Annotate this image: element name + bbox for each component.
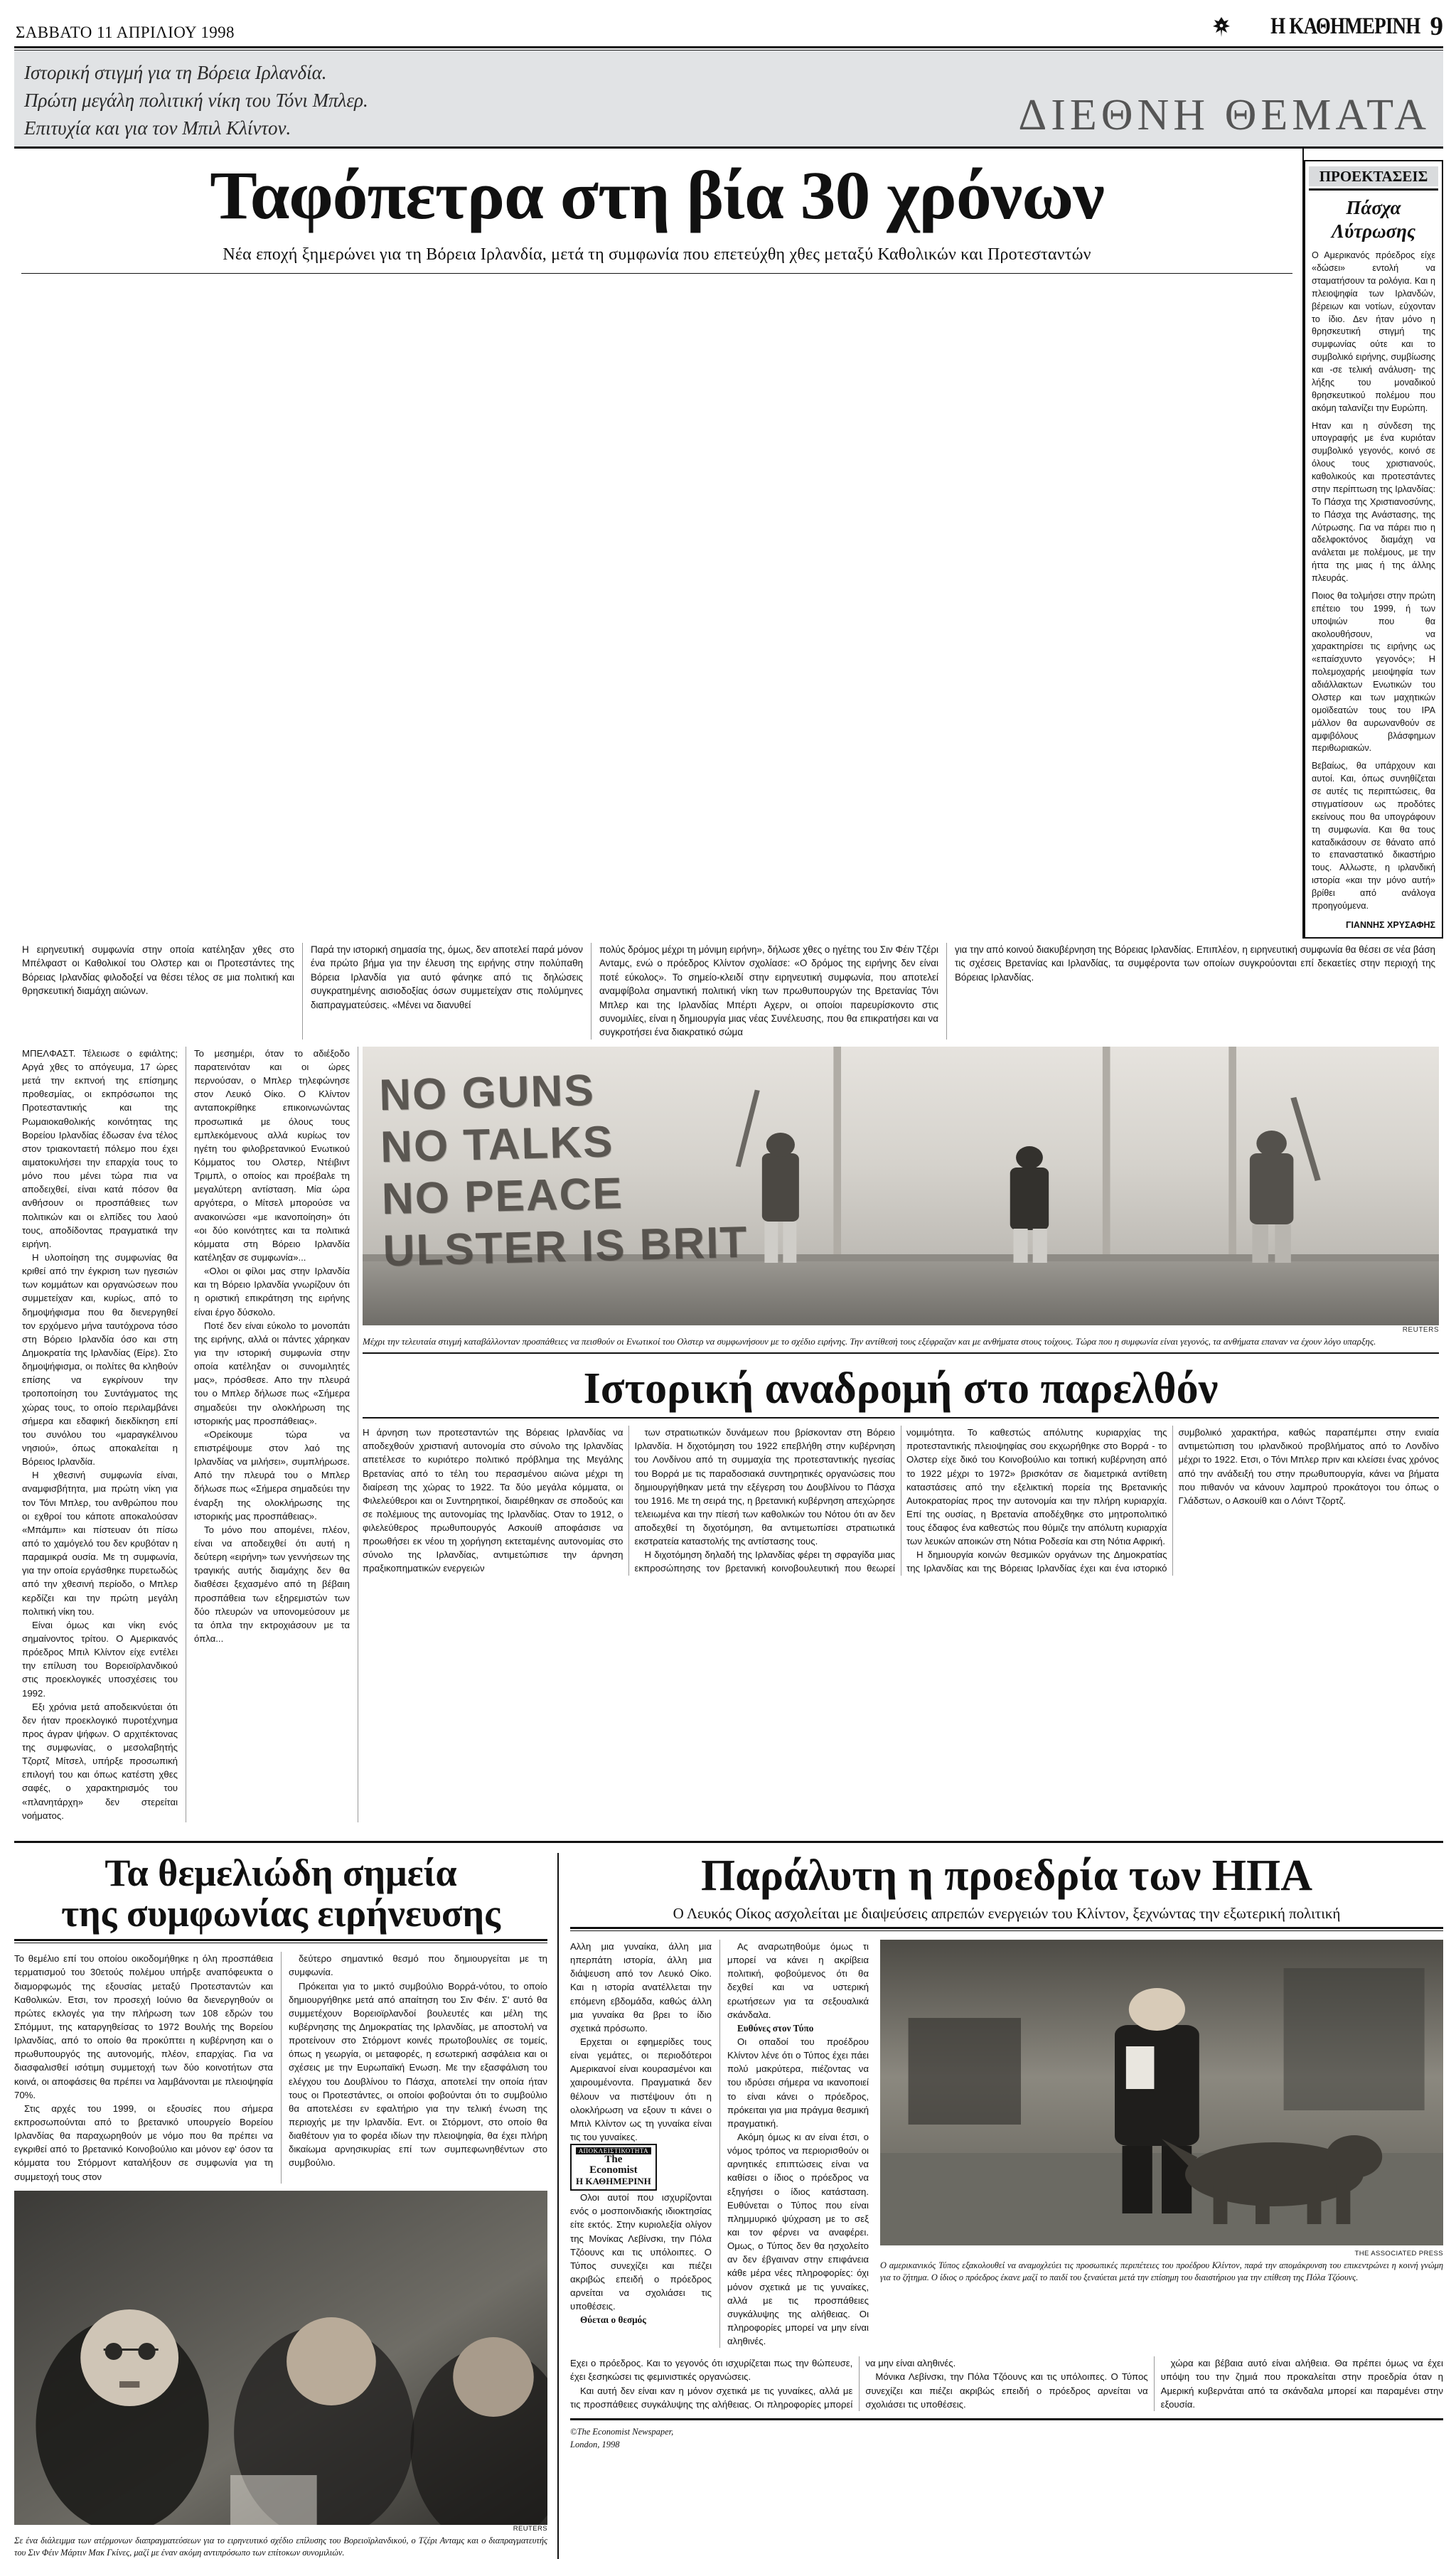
bottom-right-paragraph: Ας αναρωτηθούμε όμως τι μπορεί να κάνει η ακρίβεια πολιτική, φοβούμενος ότι θα δεχθεί και να υστερική ερωτήσεων για τα σεξουαλικά σκάνδαλα. (727, 1941, 869, 2020)
bottom-right-text-block (570, 1940, 869, 2348)
bottom-left-rule (14, 1939, 547, 1943)
rail-title (1312, 196, 1435, 242)
bottom-right-paragraph: Ερχεται οι εφημερίδες τους είναι γεμάτες, οι περιοδότεροι Αμερικανοί είναι κουρασμένοι και χαιρουμένοντα. Πραγματικά δεν θέλουν να πιστέψουν ότι η ολοκλήρωση να εξουν τι κάνει ο Μπιλ Κλίντον ως τη γυναίκα είναι τις του γυναίκες. (570, 2036, 712, 2142)
graffiti-line: NO PEACE (381, 1169, 624, 1224)
page-title: Ταφόπετρα στη βία 30 χρόνων (210, 157, 1104, 234)
graffiti-line: ULSTER IS BRIT (382, 1218, 749, 1276)
rail-byline: ΓΙΑΝΝΗΣ ΧΡΥΣΑΦΗΣ (1345, 919, 1435, 930)
bottom-right-minihead-1: Θύεται ο θεσμός (580, 2314, 646, 2326)
issue-date: ΣΑΒΒΑΤΟ 11 ΑΠΡΙΛΙΟΥ 1998 (16, 23, 235, 41)
section-title: ΔΙΕΘΝΗ ΘΕΜΑΤΑ (1018, 91, 1430, 140)
history-paragraph: Η άρνηση των προτεσταντών της Βόρειας Ιρλανδίας να αποδεχθούν χριστιανή αυτονομία στο σύνολο της Ιρλανδίας απετέλεσε το κυριότερο πολιτικό πρόβλημα της Μεγάλης Βρετανίας από το τέλη του περασμένου αιώνα μέχρι τη διαίρεση της χώρας το 1922. Τα δύο μεγάλα κόμματα, οι Φιλελεύθεροι και οι Συντηρητικοί, διαιρέθηκαν σε σποδούς και σε πολέμιους της αυτονομίας της Ιρλανδίας. Οταν το 1912, ο φιλελεύθερος πρωθυπουργός Ασκουίθ αποφάσισε να προωθήσει εκ νέου τη χορήγηση εκτεταμένης αυτονομίας στο σύνολο της Ιρλανδίας, αντιμετώπισε την άρνηση πραξικοπηματικών ενεργειών (363, 1427, 623, 1574)
kicker-lines (24, 59, 368, 142)
body-col-2 (186, 1047, 358, 1822)
lead-col (592, 943, 947, 1040)
bottom-left-headline-line-2: της συμφωνίας ειρήνευσης (61, 1891, 500, 1935)
body-paragraph: Ποτέ δεν είναι εύκολο το μονοπάτι της ειρήνης, αλλά οι πάντες χάρηκαν για την ιστορική συμφωνία στην οποία κατέληξαν οι συνομιλητές μας», πρόσθεσε. Απο την πλευρά του ο Μπλερ δήλωσε πως «Σήμερα σημαδεύει την ολοκλήρωση της ιστορικής μας προσπάθειας». (194, 1320, 350, 1426)
lead-paragraph: Η ειρηνευτική συμφωνία στην οποία κατέληξαν χθες στο Μπέλφαστ οι Καθολικοί του Ολστερ και οι Προτεστάντες της Βόρειας Ιρλανδίας φιλοδοξεί να θέσει τέλος σε μια πολιτική και θρησκευτική διαμάχη αιώνων. (22, 944, 294, 997)
history-paragraph: Η δημιουργία κοινών θεσμικών οργάνων της Δημοκρατίας της Ιρλανδίας και της Βόρειας Ιρλανδίας έχει και ένα ιστορικό συμβολικό χαρακτήρα, καθώς παραπέμπει στην ενιαία αντιμετώπιση του ιρλανδικού προβλήματος από το Λονδίνο μέχρι το 1922. Ετσι, ο Τόνι Μπλερ πριν και κλείσει ένας χρόνος από την ανάδειξή του στην πρωθυπουργία, κάνει να βήματα που πιθανόν να κάνουν λαμπρού προκάτογοι του όπως ο Γλάδστων, ο Ασκουίθ και ο Λόιντ Τζορτζ. (906, 1427, 1439, 1574)
graffiti-line: NO TALKS (380, 1117, 615, 1172)
photo-clinton-dog (880, 1940, 1443, 2245)
lead-col (947, 943, 1443, 1040)
rail-paragraph: Βεβαίως, θα υπάρχουν και αυτοί. Και, όπως συνηθίζεται σε αυτές τις περιπτώσεις, θα στιγματίσουν ως προδότες εκείνους που θα υπογράφουν τη συμφωνία. Και θα τους καταδικάσουν σε θάνατο από το επαναστατικό δικαστήριο τους. Αλλωστε, η ιρλανδική ιστορία «και την μόνο αυτή» βρίθει από ανάλογα προηγούμενα. (1312, 761, 1435, 911)
logo-the: The (604, 2154, 623, 2166)
main-story-grid (14, 1047, 1443, 1822)
headline-area (14, 149, 1443, 938)
photo-caption: Σε ένα διάλειμμα των ατέρμονων διαπραγματεύσεων για το ειρηνευτικό σχέδιο επίλυσης του Βορειοϊρλανδικού, ο Τζέρι Ανταμς και ο διαπραγματευτής του Σιν Φέιν Μάρτιν Μακ Γκίνες, μαζί με έναν ακόμη αντιπρόσωπο των επίτοκων συνομιλιών. (14, 2535, 547, 2558)
economist-kathimerini-logo (570, 2144, 657, 2191)
body-paragraph: Το μεσημέρι, όταν το αδιέξοδο παρατεινόταν και οι ώρες περνούσαν, ο Μπλερ τηλεφώνησε στον Λευκό Οίκο. Ο Κλίντον ανταποκρίθηκε επικοινωνώντας προσωπικά με όλους τους εμπλεκόμενους αλλά κυρίως τον ηγέτη του φιλοβρετανικού Ενωτικού Κόμματος του Ολστερ, Ντέιβιντ Τριμπλ, ο οποίος και προέβαλε τη μεγαλύτερη αντίσταση. Μία ώρα αργότερα, ο Μίτσελ μπορούσε να ανακοινώσει «με ικανοποίηση» ότι «οι δύο κοινότητες και τα πολιτικά κόμματα στη Βόρειο Ιρλανδία κατέληξαν σε συμφωνία»... (194, 1047, 350, 1263)
kicker-band (14, 50, 1443, 146)
rail-tag-rule (1309, 188, 1438, 191)
sub-headline-history: Ιστορική αναδρομή στο παρελθόν (583, 1364, 1219, 1414)
lead-col (14, 943, 303, 1040)
body-paragraph: «Ολοι οι φίλοι μας στην Ιρλανδία και τη Βόρειο Ιρλανδία γνωρίζουν ότι η οριστική επικράτηση της ειρήνης είναι έργο δύσκολο. (194, 1266, 350, 1318)
lead-paragraph-grid (14, 943, 1443, 1040)
photo-credit: REUTERS (1402, 1325, 1439, 1334)
sub-headline-rule (363, 1417, 1439, 1419)
sidebar-proektaseis (1304, 160, 1443, 938)
body-paragraph: ΜΠΕΛΦΑΣΤ. Τέλειωσε ο εφιάλτης; Αργά χθες το απόγευμα, 17 ώρες μετά την εκπνοή της επίσημης προθεσμίας, οι εκπρόσωποι της Προτεσταντικής και της Ρωμαιοκαθολικής κοινότητας της Βορείου Ιρλανδίας έδωσαν ένα τέλος στον τριακονταετή πόλεμο που έχει αιματοκυλήσει την επαρχία τους το μόνο που μένει τώρα πια να αποδειχθεί, είναι κατά πόσον θα ανθήσουν οι προσπάθειες των πολιτικών και οι ελπίδες του λαού τους, αποδίδοντας πραγματικά την ειρήνη. (22, 1047, 178, 1249)
bottom-left-paragraph: Στις αρχές του 1999, οι εξουσίες που σήμερα εκπροσωπούνται από το βρετανικό υπουργείο Βορείου Ιρλανδίας θα παραχωρηθούν με νόμο που θα πρέπει να εγκριθεί από το βρετανικό Κοινοβούλιο και μόνον εφ' όσον τα κόμματα του Στόρμοντ καταλήξουν σε συμφωνία για τη συμμετοχή τους στον (14, 2103, 273, 2182)
body-paragraph: Η χθεσινή συμφωνία είναι, αναμφισβήτητα, μια πρώτη νίκη για τον Τόνι Μπλερ, του ανθρώπου που οι εχθροί του κάποτε αποκαλούσαν «Μπάμπι» και πίστευαν ότι πίσω από το χαμόγελό του δεν κρυβόταν η παραμικρά ουσία. Με τη συμφωνία, για την οποία εργάσθηκε πυρετωδώς από την χθεσινή περίοδο, ο Μπλερ κερδίζει και την πρώτη μεγάλη πολιτική νίκη του. (22, 1470, 178, 1617)
bottom-right-paragraph: Αλλη μια γυναίκα, άλλη μια ηπερπάτη ιστορία, άλλη μια διάψευση από τον Λευκό Οίκο. Και η ιστορία ανατέλλεται την επόμενη εβδομάδα, καθώς άλλη μια γυναίκα θα βρει το ίδιο σχετικά πρόσωπο. (570, 1941, 712, 2034)
rail-paragraph: Ποιος θα τολμήσει στην πρώτη επέτειο του 1999, ή των υποψιών που θα ακολουθήσουν, να χαρακτηρίσει τις ειρήνης ως «επαίσχυντο γεγονός»; Η πολεμοχαρής μειοψηφία των αδιάλλακτων Ενωτικών του Ολστερ και των μαχητικών ομοϊδεατών τους του ΙΡΑ μάλλον θα αυρωνανθούν σε αμφιβόλους βλάσφημων περιθωριακών. (1312, 590, 1435, 754)
source-line-2: London, 1998 (570, 2439, 620, 2450)
bottom-right-paragraph: Ακόμη όμως κι αν είναι έτσι, ο νόμος τρόπος να περιορισθούν οι αρνητικές επιπτώσεις είναι να καθίσει ο ίδιος ο πρόεδρος να εξηγήσει ο ίδιος κατάσταση. Ευθύνεται ο Τύπος που είναι πλημμυρικό ψύχραση με το σεξ και τον φέρνει να αναφέρει. Ομως, ο Τύπος δεν θα ησχολείτο αν δεν έβγαιναν στην επιφάνεια κάθε μέρα νέες πληροφορίες: όχι μόνον σχετικά με τις γυναίκες, αλλά με τις προσπάθειες συγκάλυψης της αλήθειας. Οι πληροφορίες μπορεί να μην είναι αληθινές. (727, 2131, 869, 2347)
bottom-left-article (14, 1853, 559, 2559)
graffiti-line: NO GUNS (378, 1065, 596, 1121)
bottom-left-columns (14, 1952, 547, 2183)
bottom-right-paragraph: Και αυτή δεν είναι καν η μόνον σχετικά με τις γυναίκες, αλλά με τις προσπάθειες συγκάλυψης της αλήθειας. Οι πληροφορίες μπορεί να μην είναι αληθινές. (570, 2358, 956, 2410)
bottom-right-rule (570, 1927, 1443, 1931)
bottom-left-paragraph: Πρόκειται για το μικτό συμβούλιο Βορρά-νότου, το οποίο δημιουργήθηκε μετά από απαίτηση του Σιν Φέιν. Σ' αυτό θα συμμετέχουν Βορειοϊρλανδοί βουλευτές και μέλη της κυβέρνησης της Δημοκρατίας της Ιρλανδίας, με αποστολή να προτείνουν στο Στόρμοντ κοινές πρωτοβουλίες σε τομείς, όπως η γεωργία, οι μεταφορές, η εσωτερική ασφάλεια και οι σχέσεις με την Ευρωπαϊκή Ενωση. Με την εξασφάλιση του ελέγχου του Δουβλίνου το Πάσχα, αποτελεί την οποία ήταν τους οι Προτεστάντες, οι οποίοι φοβούνται ότι το συμβούλιο θα αποτελέσει εν εφαλτήριο για την τελική ένωση της περιοχής με την Ιρλανδία. Εντ. οι Στόρμοντ, στο οποίο θα διαθέτουν για το φορέα ιδίων την πλειοψηφία, θα έχει πλήρη δικαίωμα αρνησικυρίας επί των συμπεφωνηθέντων στο συμβούλιο. (289, 1980, 547, 2169)
lead-paragraph: Παρά την ιστορική σημασία της, όμως, δεν αποτελεί παρά μόνον ένα πρώτο βήμα για την έλευση της ειρήνης στην πολύπαθη Βόρεια Ιρλανδία για αυτό φάνηκε από τις δηλώσεις συγκρατημένης αισιοδοξίας όσων συμμετείχαν στις πολύμηνες διαπραγματεύσεις. «Μένει να διανυθεί (311, 944, 583, 1010)
eagle-icon (1212, 16, 1231, 38)
logo-kathimerini: Η ΚΑΘΗΜΕΡΙΝΗ (576, 2176, 651, 2187)
bottom-left-headline (14, 1853, 547, 1933)
body-paragraph: Είναι όμως και νίκη ενός σημαίνοντος τρίτου. Ο Αμερικανός πρόεδρος Μπιλ Κλίντον είχε εντέλει την επίλυση του Βορειοϊρλανδικού στις προεκλογικές υποσχέσεις του 1992. (22, 1619, 178, 1699)
headline-deck: Νέα εποχή ξημερώνει για τη Βόρεια Ιρλανδία, μετά τη συμφωνία που επετεύχθη χθες μεταξύ Καθολικών και Προτεσταντών (223, 245, 1091, 265)
rail-paragraph: Ο Αμερικανός πρόεδρος είχε «δώσει» εντολή να σταματήσουν τα ρολόγια. Και η πλειοψηφία των Ιρλανδών, βέρειων και νοτίων, εύχονταν το ίδιο. Δεν ήταν μόνο η θρησκευτική στιγμή της συμφωνίας ούτε και το συμβολικό ειρήνης, συμβίωσης και -σε τελική ανάλυση- της λήξης του μοναδικού θρησκευτικού πολέμου που ακόμη ταλανίζει την Ευρώπη. (1312, 250, 1435, 413)
photo-caption: Μέχρι την τελευταία στιγμή καταβάλλονταν προσπάθειες να πεισθούν οι Ενωτικοί του Ολστερ να συμφωνήσουν με το σχέδιο ειρήνης. Την αντίθεσή τους εξέφραζαν και με ανθήματα στους τοίχους. Τώρα που η συμφωνία είναι γεγονός, τα ανθήματα επαναν να έχουν λόγο υπαρξης. (363, 1335, 1439, 1354)
bottom-left-paragraph: δεύτερο σημαντικό θεσμό που δημιουργείται με τη συμφωνία. (289, 1953, 547, 1978)
headline-main (14, 149, 1304, 938)
body-col-1 (14, 1047, 186, 1822)
bottom-right-article (559, 1853, 1443, 2559)
photo-caption: Ο αμερικανικός Τύπος εξακολουθεί να αναμοχλεύει τις προσωπικές περιπέτειες του προέδρου Κλίντον, παρά την απομάκρυνση του επικεντρώνει η κοινή γνώμη για το ζήτημα. Ο ίδιος ο πρόεδρος έκανε μαζί το παιδί του ξεναύεται μετά την επίσημη του διαιστήριου για την επίθεση της Πόλα Τζόουνς. (880, 2260, 1443, 2283)
bottom-right-paragraph: Ολοι αυτοί που ισχυρίζονται ενός ο μοσποινδιακής ιδιοκτησίας είτε εκτός. Στην κυριολεξία ολίγον της Μονίκας Λεβίνσκι, την Πόλα Τζόουνς και τις υπόλοιπες. Ο Τύπος συνεχίζει και πιέζει ακριβώς επειδή ο πρόεδρος αρνείται να σχολιάσει τις υποθέσεις. (570, 2192, 712, 2312)
page-number: 9 (1430, 12, 1443, 41)
graffiti-text (379, 1061, 749, 1278)
source-attribution (570, 2418, 1443, 2451)
logo-exclusive-label: ΑΠΟΚΛΕΙΣΤΙΚΟΤΗΤΑ (576, 2147, 651, 2154)
rail-paragraph: Ηταν και η σύνδεση της υπογραφής με ένα κυριόταν συμβολικό γεγονός, κοινό σε όλους τους χριστιανούς, καθολικούς και προτεστάντες στην περίπτωση της Ιρλανδίας: Το Πάσχα της Χριστιανοσύνης, το Πάσχα της Ανάστασης, της Λύτρωσης. Για να πάρει πιο η αδελφοκτόνος διαμάχη να ανάλεται με πολέμους, με την ήττα της μιας ή της άλλης πλευράς. (1312, 420, 1435, 584)
lead-col (303, 943, 592, 1040)
bottom-right-columns-top (570, 1940, 869, 2348)
rail-tag: ΠΡΟΕΚΤΑΣΕΙΣ (1309, 166, 1438, 186)
photo-adams-mcguinness (14, 2191, 547, 2525)
paper-name: Η ΚΑΘΗΜΕΡΙΝΗ (1270, 14, 1420, 39)
kicker-line-1: Ιστορική στιγμή για τη Βόρεια Ιρλανδία. (24, 62, 327, 83)
body-paragraph: Εξι χρόνια μετά αποδεικνύεται ότι δεν ήταν προεκλογικό πυροτέχνημα προς άγραν ψήφων. Ο αρχιτέκτονας της συμφωνίας, ο μεσολαβητής Τζορτζ Μίτσελ, υπήρξε προσωπική επιλογή του και όπως κατέστη χθες σαφές, ο χαρακτηρισμός του «πλανητάρχη» δεν στερείται νοήματος. (22, 1701, 178, 1821)
photo-credit: THE ASSOCIATED PRESS (1354, 2250, 1443, 2258)
photo-credit: REUTERS (513, 2524, 547, 2533)
bottom-right-headline: Παράλυτη η προεδρία των ΗΠΑ (700, 1851, 1312, 1900)
history-columns (363, 1426, 1439, 1576)
kicker-line-3: Επιτυχία και για τον Μπιλ Κλίντον. (24, 117, 291, 139)
logo-economist: Economist (589, 2164, 638, 2176)
rail-title-line-2: Λύτρωσης (1331, 220, 1416, 242)
history-paragraph: Η διχοτόμηση δηλαδή της Ιρλανδίας φέρει τη σφραγίδα μιας εκπροσώπησης τον βρετανική κοινοβουλευτική που θεωρεί νομιμότητα. Το καθεστώς απόλυτης κυριαρχίας της προτεσταντικής πλειοψηφίας σου εκχωρήθηκε στο Βορρά - το Ολστερ είχε δικό του Κοινοβούλιο και τοπική κυβέρνηση από το 1922 μέχρι το 1972» βρισκόταν σε διαμετρικά αντίθετη καταστάσεις από την εξελικτική πορεία της Βρετανικής Αυτοκρατορίας προς την αυτονομία και την πλήρη κυριαρχία. Επί της ουσίας, η Βρετανία αποδέχθηκε στο μητροπολιτικό τους έδαφος ένα καθεστώς που θύμιζε την απόλυτη κυριαρχία των λευκών αποικών στη Νότια Ροδεσία και στη Νότια Αφρική. (634, 1427, 1167, 1574)
bottom-right-minihead-2: Ευθύνες στον Τύπο (737, 2022, 814, 2034)
bottom-right-paragraph: χώρα και βέβαια αυτό είναι αλήθεια. Θα πρέπει όμως να έχει υπόψη του την ζημιά που προκαλείται στην προεδρία όταν η Αμερική κυβερνάται από τα σκάνδαλα μπορεί και παραμένει στην εξουσία. (1160, 2358, 1443, 2410)
photo-block-graffiti (358, 1047, 1443, 1822)
bottom-right-paragraph: Μόνικα Λεβίνσκι, την Πόλα Τζόουνς και τις υπόλοιπες. Ο Τύπος συνεχίζει και πιέζει ακριβώς επειδή ο πρόεδρος αρνείται να σχολιάσει τις υποθέσεις. (865, 2371, 1148, 2410)
bottom-right-paragraph: Εχει ο πρόεδρος. Και το γεγονός ότι ισχυρίζεται πως την θώπευσε, έχει ξεσηκώσει τις φεμινιστικές οργανώσεις. (570, 2358, 853, 2383)
masthead (0, 0, 1456, 46)
rail-title-line-1: Πάσχα (1346, 197, 1401, 219)
history-paragraph: των στρατιωτικών δυνάμεων που βρίσκονταν στη Βόρειο Ιρλανδία. Η διχοτόμηση του 1922 επεβλήθη στην κυβέρνηση του Λονδίνου από τη συμμαχία της προτεσταντικής ηγεσίας του Βορρά με τις παραδοσιακά συντηρητικές οργανώσεις που δημιουργήθηκαν μετά την εξέγερση του Δουβλίνου το Πάσχα του 1916. Με τη σειρά της, η βρετανική κυβέρνηση απεχώρησε τελειωμένα και την πίεσή των καθολικών του Νότου ότι αν δεν αποδεχθεί τη διχοτόμηση, θα αντιμετωπίσει στρατιωτικά εκστρατεία καταστολής της αντίστασης τους. (634, 1427, 895, 1547)
lead-paragraph: για την από κοινού διακυβέρνηση της Βόρειας Ιρλανδίας. Επιπλέον, η ειρηνευτική συμφωνία θα θέσει σε νέα βάση τις σχέσεις Βρετανίας και Ιρλανδίας, τα συμφέροντα των οποίων συγκρούονται επί δεκαετίες στην περιοχή της Βόρειας Ιρλανδίας. (955, 944, 1435, 983)
lead-paragraph: πολύς δρόμος μέχρι τη μόνιμη ειρήνη», δήλωσε χθες ο ηγέτης του Σιν Φέιν Τζέρι Ανταμς, ενώ ο πρόεδρος Κλίντον σχολίασε: «Ο δρόμος της ειρήνης δεν είναι ποτέ εύκολος». Το σημείο-κλειδί στην ειρηνευτική συμφωνία, που αποτελεί αναμφίβολα σημαντική πολιτική νίκη των πρωθυπουργών της Βρετανίας Τόνι Μπλερ και της Ιρλανδίας Μπέρτι Αχερν, οι οποίοι παρευρίσκοντο στις συνομιλίες, είναι η δημιουργία μιας νέας Συνέλευσης, που θα επικρατήσει και να συγκροτήσει ένα διακρατικό σώμα (599, 944, 938, 1038)
bottom-left-headline-line-1: Τα θεμελιώδη σημεία (105, 1851, 457, 1894)
masthead-brand (1212, 11, 1443, 42)
bottom-right-subhead: Ο Λευκός Οίκος ασχολείται με διαψεύσεις απρεπών ενεργειών του Κλίντον, ξεχνώντας την εξωτερική πολιτική (673, 1905, 1341, 1922)
photo-graffiti-wall (363, 1047, 1439, 1325)
bottom-left-paragraph: Το θεμέλιο επί του οποίου οικοδομήθηκε η όλη προσπάθεια τερματισμού του 30ετούς πολέμου υπήρξε αναπόφευκτα ο διαμορφωμός της εξουσίας μεταξύ Προτεσταντών και Καθολικών. Ετσι, τον προσεχή Ιούνιο θα διενεργηθούν οι πρώτες εκλογές για την πλήρωση των 108 εδρών του Σπόμμυτ, της καταργηθείσας το 1972 Βουλής της Βορείου Ιρλανδίας, από το οποίο θα προκύπτει η κυβέρνηση και ο πρωθυπουργός της αυτονομής, πλέον, επαρχίας. Για να διασφαλισθεί ισότιμη συμμετοχή των δύο κοινοτήτων στα κοινά, οι αποφάσεις θα πρέπει να λαμβάνονται με πλειοψηφία 70%. (14, 1953, 273, 2100)
deck-rule (21, 273, 1292, 274)
body-paragraph: Η υλοποίηση της συμφωνίας θα κριθεί από την έγκριση των ηγεσιών των κομμάτων και οργανώσεων που συμμετείχαν και, κυρίως, από το δημοψήφισμα που θα διενεργηθεί τον ερχόμενο μήνα ταυτόχρονα τόσο στη Βόρειο Ιρλανδία όσο και στη Δημοκρατία της Ιρλανδίας (Είρε). Στο δημοψήφισμα, οι πολίτες θα κληθούν επίσης να εγκρίνουν την τροποποίηση του Συντάγματος της χώρας τους, το οποίο περιλαμβάνει σήμερα και εδαφική διεκδίκηση επί του συνόλου του «μαραγκέλινου νησιού», όπως αποκαλείται η Βόρειος Ιρλανδία. (22, 1252, 178, 1468)
lower-section (14, 1841, 1443, 2559)
bottom-right-paragraph: Οι οπαδοί του προέδρου Κλίντον λένε ότι ο Τύπος έχει πάει πολύ μακρύτερα, πιέζοντας να του ιδρύσει σήμερα να ικανοποιεί το είναι κάνει ο πρόεδρος, πρόκειται για μια πράγμα θεσμική πραγματική. (727, 2036, 869, 2129)
body-paragraph: «Ορείκουμε τώρα να επιστρέψουμε στον λαό της Ιρλανδίας να μιλήσει», συμπλήρωσε. Από την πλευρά του ο Μπλερ δήλωσε πως «Σήμερα σημαδεύει την έναρξη της ολοκλήρωσης της ιστορικής μας προσπάθειας». (194, 1428, 350, 1522)
kicker-line-2: Πρώτη μεγάλη πολιτική νίκη του Τόνι Μπλερ. (24, 90, 368, 112)
bottom-right-columns-bottom (570, 2356, 1443, 2411)
body-paragraph: Το μόνο που απομένει, πλέον, είναι να αποδειχθεί ότι αυτή η δεύτερη «ειρήνη» των γεννήσεων της τραγικής αυτής διαμάχης δεν θα διαθέσει ξεχασμένο από τη βέβαιη προσπάθεια των εξηρεμιστών των δύο πλευρών να υπονομεύσουν με τα όπλα την εκτροχιάσουν με τα όπλα... (194, 1524, 350, 1644)
source-line-1: ©The Economist Newspaper, (570, 2426, 674, 2437)
bottom-right-photo-block (880, 1940, 1443, 2348)
